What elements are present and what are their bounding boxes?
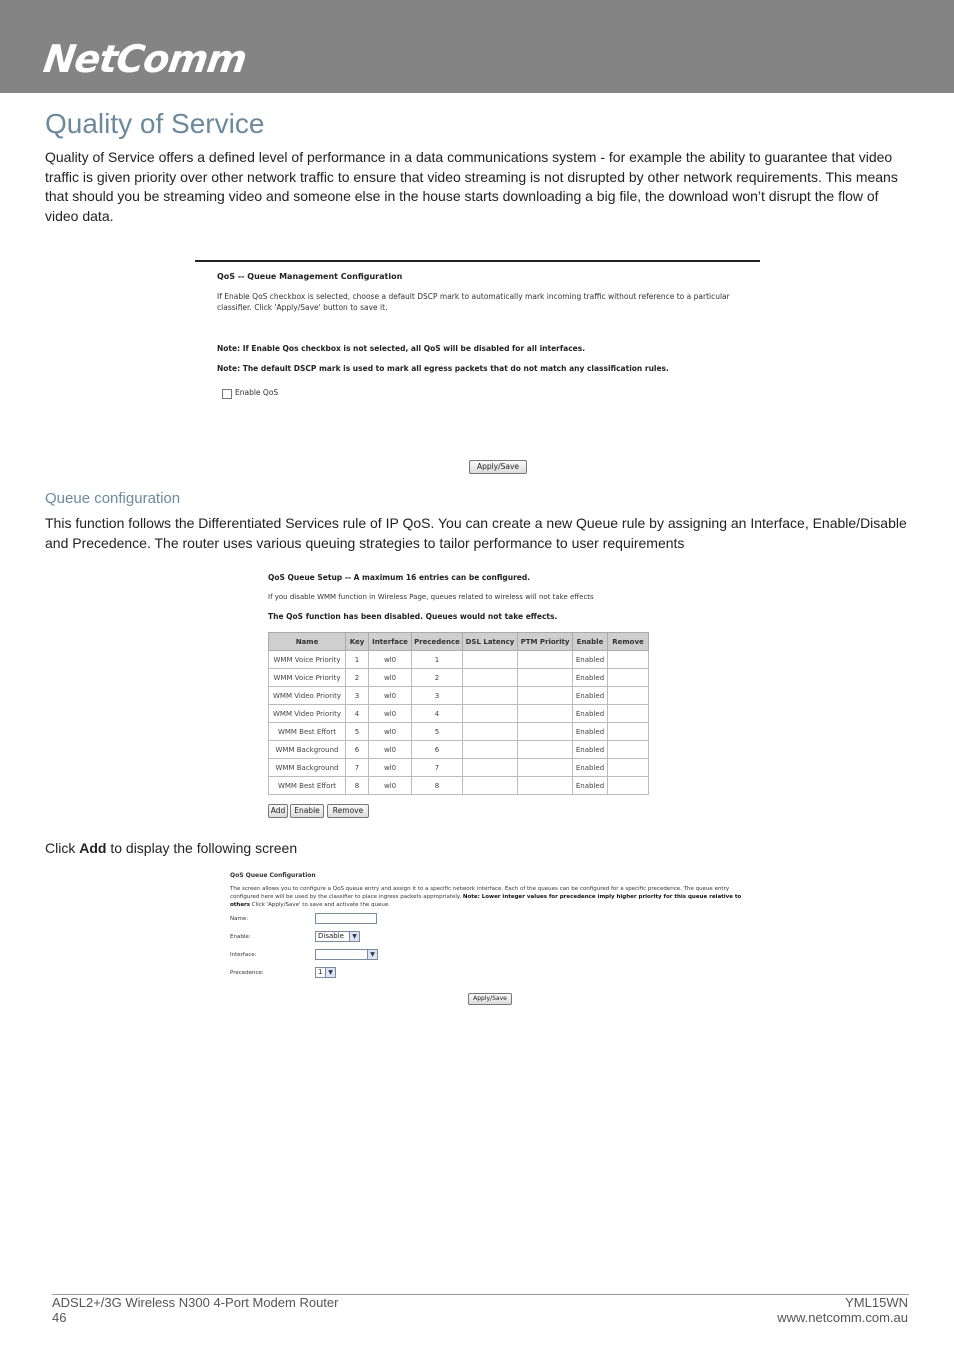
cell-name: WMM Video Priority xyxy=(269,705,346,723)
cell-precedence: 2 xyxy=(412,669,463,687)
cell-interface: wl0 xyxy=(369,651,412,669)
cell-dsl-latency xyxy=(463,741,518,759)
cell-key: 3 xyxy=(346,687,369,705)
cell-name: WMM Best Effort xyxy=(269,777,346,795)
cell-remove xyxy=(608,723,649,741)
table-row xyxy=(269,759,649,777)
footer-model: YML15WN xyxy=(845,1295,908,1310)
table-row xyxy=(269,777,649,795)
cell-interface: wl0 xyxy=(369,669,412,687)
cell-interface: wl0 xyxy=(369,777,412,795)
netcomm-logo: NetComm xyxy=(40,37,250,81)
enable-qos-checkbox[interactable] xyxy=(222,389,232,399)
enable-select-value: Disable xyxy=(318,932,344,940)
cell-dsl-latency xyxy=(463,651,518,669)
cell-ptm-priority xyxy=(518,705,573,723)
queue-config-description xyxy=(230,885,752,909)
cell-dsl-latency xyxy=(463,759,518,777)
chevron-down-icon: ▼ xyxy=(367,950,377,959)
qos-mgmt-title: QoS -- Queue Management Configuration xyxy=(217,272,403,281)
cell-name: WMM Voice Priority xyxy=(269,651,346,669)
desc-part-b: Click 'Apply/Save' to save and activate the queue. xyxy=(250,902,391,908)
precedence-label: Precedence: xyxy=(230,970,264,976)
queue-config-screenshot xyxy=(228,868,753,1008)
cell-precedence: 5 xyxy=(412,723,463,741)
chevron-down-icon: ▼ xyxy=(349,932,359,941)
cell-name: WMM Background xyxy=(269,741,346,759)
cell-remove xyxy=(608,687,649,705)
cell-key: 1 xyxy=(346,651,369,669)
table-row xyxy=(269,705,649,723)
cell-dsl-latency xyxy=(463,705,518,723)
footer-page-number: 46 xyxy=(52,1310,67,1325)
table-row xyxy=(269,669,649,687)
col-ptm-priority: PTM Priority xyxy=(518,633,573,651)
footer-product: ADSL2+/3G Wireless N300 4-Port Modem Router xyxy=(52,1295,339,1310)
precedence-select-value: 1 xyxy=(318,968,323,976)
col-name: Name xyxy=(269,633,346,651)
cell-enable: Enabled xyxy=(573,777,608,795)
cell-enable: Enabled xyxy=(573,669,608,687)
table-row xyxy=(269,651,649,669)
cell-interface: wl0 xyxy=(369,723,412,741)
col-interface: Interface xyxy=(369,633,412,651)
cell-enable: Enabled xyxy=(573,741,608,759)
col-precedence: Precedence xyxy=(412,633,463,651)
queue-configuration-heading: Queue configuration xyxy=(45,490,181,507)
cell-precedence: 8 xyxy=(412,777,463,795)
cell-interface: wl0 xyxy=(369,687,412,705)
cell-key: 2 xyxy=(346,669,369,687)
interface-label: Interface: xyxy=(230,952,257,958)
cell-remove xyxy=(608,741,649,759)
cell-interface: wl0 xyxy=(369,741,412,759)
cell-dsl-latency xyxy=(463,687,518,705)
cell-interface: wl0 xyxy=(369,705,412,723)
cell-dsl-latency xyxy=(463,723,518,741)
apply-save-button[interactable]: Apply/Save xyxy=(468,993,512,1005)
cell-key: 5 xyxy=(346,723,369,741)
cell-key: 4 xyxy=(346,705,369,723)
table-row xyxy=(269,687,649,705)
cell-ptm-priority xyxy=(518,687,573,705)
queue-config-title: QoS Queue Configuration xyxy=(230,872,316,879)
intro-paragraph: Quality of Service offers a defined level of performance in a data communications system - for example the ability to guarantee that video traffic is given priority over other network traffic to ensure that video streaming is not disrupted by other network requirements. This means that should you be streaming video and someone else in the house starts downloading a big file, the download won’t disrupt the flow of video data. xyxy=(45,149,898,224)
cell-remove xyxy=(608,777,649,795)
cell-ptm-priority xyxy=(518,651,573,669)
cell-enable: Enabled xyxy=(573,705,608,723)
divider xyxy=(195,260,760,262)
cell-remove xyxy=(608,705,649,723)
queue-table xyxy=(268,632,649,795)
cell-precedence: 4 xyxy=(412,705,463,723)
queue-setup-title: QoS Queue Setup -- A maximum 16 entries can be configured. xyxy=(268,573,531,582)
cell-precedence: 6 xyxy=(412,741,463,759)
cell-dsl-latency xyxy=(463,777,518,795)
cell-remove xyxy=(608,759,649,777)
add-keyword: Add xyxy=(79,840,107,856)
page-title: Quality of Service xyxy=(45,108,265,139)
cell-ptm-priority xyxy=(518,777,573,795)
col-remove: Remove xyxy=(608,633,649,651)
name-input[interactable] xyxy=(315,913,377,924)
cell-name: WMM Voice Priority xyxy=(269,669,346,687)
click-suffix: to display the following screen xyxy=(106,840,298,856)
qos-mgmt-note-1: Note: If Enable Qos checkbox is not selected, all QoS will be disabled for all interfaces. xyxy=(217,344,586,353)
cell-name: WMM Background xyxy=(269,759,346,777)
enable-button[interactable]: Enable xyxy=(290,804,324,818)
cell-enable: Enabled xyxy=(573,759,608,777)
qos-mgmt-description: If Enable QoS checkbox is selected, choose a default DSCP mark to automatically mark incoming traffic without reference to a particular classifier. Click 'Apply/Save' button to save it. xyxy=(217,292,730,312)
footer-website[interactable]: www.netcomm.com.au xyxy=(777,1310,908,1325)
table-header-row xyxy=(269,633,649,651)
cell-name: WMM Best Effort xyxy=(269,723,346,741)
header-bar xyxy=(0,0,954,93)
queue-setup-screenshot xyxy=(266,570,656,822)
table-row xyxy=(269,741,649,759)
enable-label: Enable: xyxy=(230,934,251,940)
queue-paragraph: This function follows the Differentiated Services rule of IP QoS. You can create a new Queue rule by assigning an Interface, Enable/Disable and Precedence. The router uses various queuing strategies to tailor performance to user requirements xyxy=(45,515,907,551)
chevron-down-icon: ▼ xyxy=(325,968,335,977)
remove-button[interactable]: Remove xyxy=(327,804,369,818)
precedence-select[interactable] xyxy=(315,967,336,978)
add-button[interactable]: Add xyxy=(268,804,288,818)
cell-ptm-priority xyxy=(518,723,573,741)
cell-precedence: 7 xyxy=(412,759,463,777)
qos-mgmt-note-2: Note: The default DSCP mark is used to mark all egress packets that do not match any classification rules. xyxy=(217,364,669,373)
cell-precedence: 3 xyxy=(412,687,463,705)
cell-ptm-priority xyxy=(518,741,573,759)
col-key: Key xyxy=(346,633,369,651)
qos-management-screenshot xyxy=(195,258,760,478)
cell-interface: wl0 xyxy=(369,759,412,777)
table-row xyxy=(269,723,649,741)
desc-bold-note: Note: Lower integer values for precedence imply higher priority for this queue relative to others xyxy=(230,894,742,908)
col-enable: Enable xyxy=(573,633,608,651)
cell-enable: Enabled xyxy=(573,687,608,705)
cell-key: 8 xyxy=(346,777,369,795)
cell-precedence: 1 xyxy=(412,651,463,669)
cell-ptm-priority xyxy=(518,759,573,777)
cell-remove xyxy=(608,651,649,669)
cell-dsl-latency xyxy=(463,669,518,687)
queue-setup-warning: The QoS function has been disabled. Queues would not take effects. xyxy=(268,612,558,621)
interface-select[interactable] xyxy=(315,949,378,960)
click-prefix: Click xyxy=(45,840,80,856)
click-add-instruction xyxy=(45,839,907,859)
queue-setup-info: If you disable WMM function in Wireless Page, queues related to wireless will not take effects xyxy=(268,593,594,601)
cell-key: 6 xyxy=(346,741,369,759)
enable-qos-label: Enable QoS xyxy=(235,388,279,397)
desc-part-a: The screen allows you to configure a QoS queue entry and assign it to a specific network interface. Each of the queues can be configured for a specific precedence. The queue entry configured here will be used by the classifier to place ingress packets appropriately. xyxy=(230,886,730,900)
col-dsl-latency: DSL Latency xyxy=(463,633,518,651)
apply-save-button[interactable]: Apply/Save xyxy=(469,460,527,474)
cell-ptm-priority xyxy=(518,669,573,687)
enable-select[interactable] xyxy=(315,931,360,942)
cell-remove xyxy=(608,669,649,687)
queue-table-body xyxy=(269,651,649,795)
cell-enable: Enabled xyxy=(573,723,608,741)
cell-enable: Enabled xyxy=(573,651,608,669)
cell-key: 7 xyxy=(346,759,369,777)
name-label: Name: xyxy=(230,916,249,922)
cell-name: WMM Video Priority xyxy=(269,687,346,705)
